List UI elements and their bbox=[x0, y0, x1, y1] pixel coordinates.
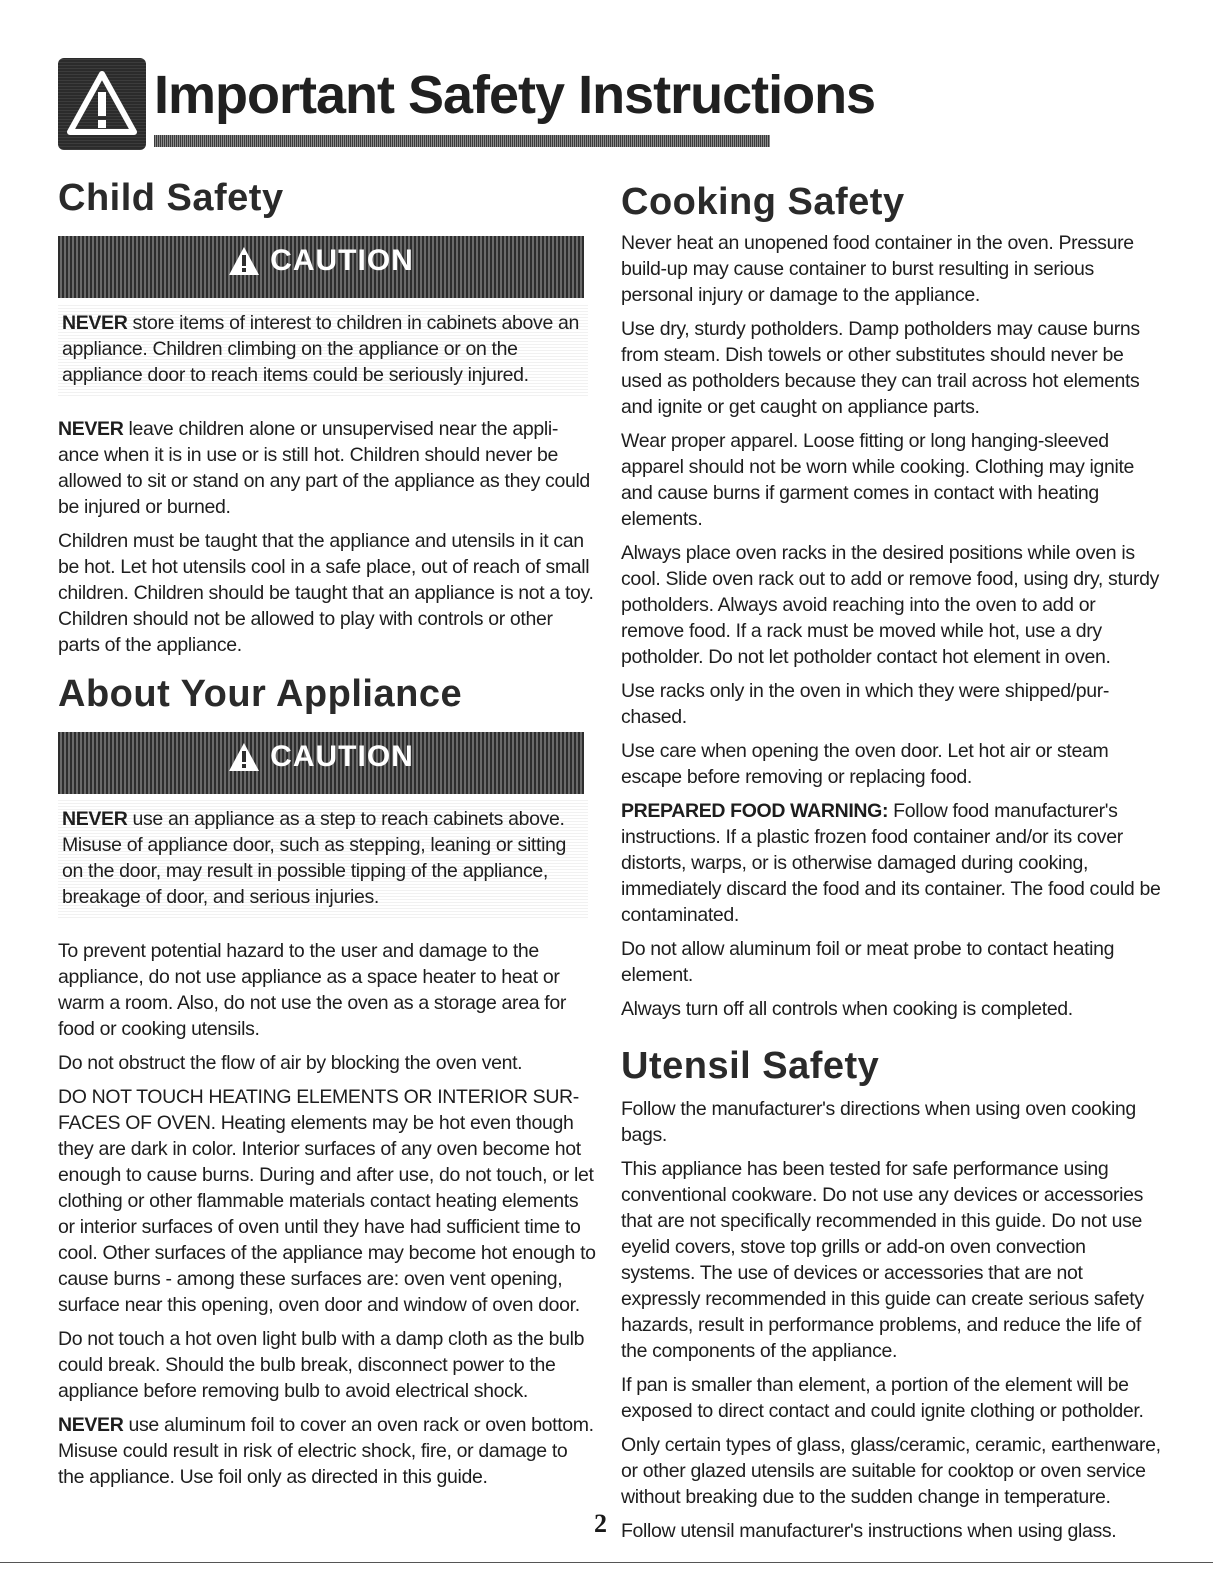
never-lead: NEVER bbox=[58, 418, 124, 440]
paragraph: Use care when opening the oven door. Let hot air or steam escape before removing or replacing food. bbox=[621, 740, 1109, 788]
paragraph-text: Follow food manufacturer's instructions. If a plastic frozen food container and/or its cover distorts, warps, or is otherwise damaged during cooking, immediately discard the food and its container. The food could be contaminated. bbox=[621, 800, 1161, 926]
paragraph: Use racks only in the oven in which they were shipped/pur-chased. bbox=[621, 680, 1110, 728]
paragraph: Do not obstruct the flow of air by blocking the oven vent. bbox=[58, 1052, 523, 1074]
caution-triangle-icon bbox=[228, 246, 260, 276]
never-lead: NEVER bbox=[62, 312, 128, 334]
warning-triangle-icon bbox=[58, 58, 146, 150]
about-appliance-heading: About Your Appliance bbox=[58, 673, 463, 715]
page-number: 2 bbox=[594, 1509, 607, 1538]
caution-body: store items of interest to children in cabinets above an appliance. Children climbing on the appliance or on the appliance door to reach items could be seriously injured. bbox=[62, 312, 579, 386]
paragraph: Do not touch a hot oven light bulb with a damp cloth as the bulb could break. Should the bulb break, disconnect power to the appliance before removing bulb to avoid electrical shock. bbox=[58, 1328, 585, 1402]
page-title: Important Safety Instructions bbox=[154, 65, 876, 125]
paragraph: Follow the manufacturer's directions when using oven cooking bags. bbox=[621, 1098, 1136, 1146]
paragraph-text: use aluminum foil to cover an oven rack or oven bottom. Misuse could result in risk of electric shock, fire, or damage to the appliance. Use foil only as directed in this guide. bbox=[58, 1414, 594, 1488]
caution-label: CAUTION bbox=[270, 244, 414, 277]
paragraph: Only certain types of glass, glass/ceramic, ceramic, earthenware, or other glazed utensils are suitable for cooktop or oven service without breaking due to the sudden change in temperature. bbox=[621, 1434, 1161, 1508]
paragraph: Always turn off all controls when cooking is completed. bbox=[621, 998, 1073, 1020]
utensil-safety-section bbox=[621, 1044, 1161, 1544]
about-appliance-section bbox=[58, 672, 598, 1490]
cooking-safety-section bbox=[621, 180, 1161, 1022]
child-safety-heading: Child Safety bbox=[58, 177, 284, 219]
warning-lead: PREPARED FOOD WARNING: bbox=[621, 800, 889, 822]
caution-text bbox=[58, 800, 588, 920]
caution-triangle-icon bbox=[228, 742, 260, 772]
paragraph: Always place oven racks in the desired positions while oven is cool. Slide oven rack out to add or remove food, using dry, sturdy potholders. Always avoid reaching into the oven to add or remove food. If a rack must be moved while hot, use a dry potholder. Do not let potholder contact hot element in oven. bbox=[621, 542, 1160, 668]
caution-banner bbox=[58, 732, 584, 794]
paragraph: This appliance has been tested for safe performance using conventional cookware. Do not use any devices or accessories that are not specifically recommended in this guide. Do not use eyelid covers, stove top grills or add-on oven convection systems. The use of devices or accessories that are not expressly recommended in this guide can create serious safety hazards, result in performance problems, and reduce the life of the components of the appliance. bbox=[621, 1158, 1144, 1362]
paragraph-text: leave children alone or unsupervised near the appli-ance when it is in use or is still hot. Children should never be allowed to sit or stand on any part of the appliance as they could be injured or burned. bbox=[58, 418, 590, 518]
right-column bbox=[621, 180, 1161, 1552]
title-underline bbox=[154, 135, 770, 147]
paragraph bbox=[621, 798, 1161, 928]
paragraph: Wear proper apparel. Loose fitting or long hanging-sleeved apparel should not be worn while cooking. Clothing may ignite and cause burns if garment comes in contact with heating elements. bbox=[621, 430, 1135, 530]
caution-box bbox=[58, 236, 598, 398]
paragraph: Children must be taught that the appliance and utensils in it can be hot. Let hot utensils cool in a safe place, out of reach of small children. Children should be taught that an appliance is not a toy. Children should not be allowed to play with controls or other parts of the appliance. bbox=[58, 530, 594, 656]
paragraph: Do not allow aluminum foil or meat probe to contact heating element. bbox=[621, 938, 1115, 986]
paragraph: Never heat an unopened food container in the oven. Pressure build-up may cause container to burst resulting in serious personal injury or damage to the appliance. bbox=[621, 232, 1134, 306]
paragraph bbox=[58, 1412, 598, 1490]
never-lead: NEVER bbox=[58, 1414, 124, 1436]
utensil-safety-heading: Utensil Safety bbox=[621, 1045, 880, 1087]
never-lead: NEVER bbox=[62, 808, 128, 830]
paragraph: Use dry, sturdy potholders. Damp potholders may cause burns from steam. Dish towels or other substitutes should never be used as potholders because they can trail across hot elements and ignite or get caught on appliance parts. bbox=[621, 318, 1140, 418]
paragraph bbox=[58, 416, 598, 520]
caution-box bbox=[58, 732, 598, 920]
paragraph: To prevent potential hazard to the user and damage to the appliance, do not use appliance as a space heater to heat or warm a room. Also, do not use the oven as a storage area for food or cooking utensils. bbox=[58, 940, 566, 1040]
paragraph: Follow utensil manufacturer's instructions when using glass. bbox=[621, 1520, 1117, 1542]
bottom-rule bbox=[0, 1562, 1213, 1563]
caution-text bbox=[58, 304, 588, 398]
child-safety-section bbox=[58, 176, 598, 658]
caution-label: CAUTION bbox=[270, 740, 414, 773]
left-column bbox=[58, 176, 598, 1498]
caution-banner bbox=[58, 236, 584, 298]
caution-body: use an appliance as a step to reach cabinets above. Misuse of appliance door, such as stepping, leaning or sitting on the door, may result in possible tipping of the appliance, breakage of door, and serious injuries. bbox=[62, 808, 567, 908]
paragraph: DO NOT TOUCH HEATING ELEMENTS OR INTERIOR SUR-FACES OF OVEN. Heating elements may be hot even though they are dark in color. Interior surfaces of any oven become hot enough to cause burns. During and after use, do not touch, or let clothing or other flammable materials contact heating elements or interior surfaces of oven until they have had sufficient time to cool. Other surfaces of the appliance may become hot enough to cause burns - among these surfaces are: oven vent opening, surface near this opening, oven door and window of oven door. bbox=[58, 1086, 596, 1316]
cooking-safety-heading: Cooking Safety bbox=[621, 181, 905, 223]
paragraph: If pan is smaller than element, a portion of the element will be exposed to direct contact and could ignite clothing or potholder. bbox=[621, 1374, 1144, 1422]
